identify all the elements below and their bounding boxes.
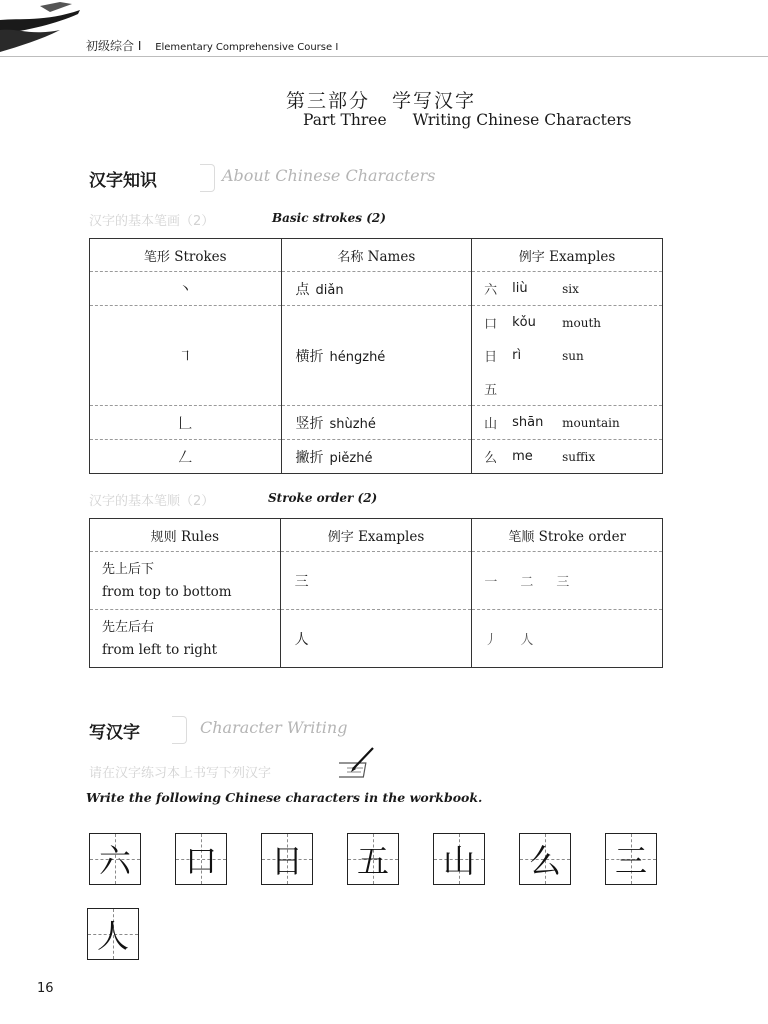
rule-cell: 先左后右 from left to right [90, 610, 281, 668]
section-tab-decoration [200, 164, 215, 192]
stroke-steps: 丿 人 [472, 610, 663, 668]
order-label-en: Stroke order (2) [268, 491, 378, 505]
brush-stroke-decoration [0, 0, 80, 60]
course-title-en: Elementary Comprehensive Course I [155, 42, 339, 53]
header-examples: 例字 Examples [472, 239, 663, 272]
header-rules: 规则 Rules [90, 519, 281, 552]
topic-label-cn: 学写汉字 [392, 90, 477, 112]
table-row [90, 440, 663, 474]
stroke-shape: ㇕ [90, 306, 282, 406]
part-label-cn: 第三部分 [286, 90, 371, 112]
section-heading-en: About Chinese Characters [222, 166, 436, 185]
stroke-order-table [89, 518, 663, 668]
part-title-en [303, 111, 631, 129]
practice-box: 山 [433, 833, 485, 885]
practice-box: 三 [605, 833, 657, 885]
stroke-name: 撇折 piězhé [281, 440, 472, 474]
practice-box: 口 [175, 833, 227, 885]
stroke-name: 竖折 shùzhé [281, 406, 472, 440]
stroke-shape: 𠃋 [90, 440, 282, 474]
practice-box: 六 [89, 833, 141, 885]
header-examples: 例字 Examples [280, 519, 472, 552]
rule-cell: 先上后下 from top to bottom [90, 552, 281, 610]
page-number: 16 [37, 981, 54, 996]
table-row [90, 610, 663, 668]
order-label-cn: 汉字的基本笔顺（2） [89, 494, 215, 509]
section-tab-decoration [172, 716, 187, 744]
topic-label-en: Writing Chinese Characters [412, 111, 632, 129]
part-label-en: Part Three [303, 111, 387, 129]
strokes-label-en: Basic strokes (2) [272, 211, 386, 225]
example-char: 人 [280, 610, 472, 668]
table-row [90, 272, 663, 306]
practice-box: 日 [261, 833, 313, 885]
stroke-examples: 么 me suffix [472, 440, 663, 474]
stroke-name: 横折 héngzhé [281, 306, 472, 406]
stroke-examples: 口 kǒu mouth 日 rì sun 五 [472, 306, 663, 406]
instruction-en: Write the following Chinese characters in the workbook. [86, 790, 483, 805]
course-title-cn: 初级综合 I [86, 39, 142, 53]
part-title-cn [286, 86, 476, 113]
strokes-label-cn: 汉字的基本笔画（2） [89, 214, 215, 229]
practice-box: 五 [347, 833, 399, 885]
table-row [90, 552, 663, 610]
pencil-paper-icon [339, 745, 377, 781]
example-char: 三 [280, 552, 472, 610]
stroke-steps: 一 二 三 [472, 552, 663, 610]
section-heading-cn: 写汉字 [89, 723, 140, 743]
stroke-examples: 山 shān mountain [472, 406, 663, 440]
stroke-name: 点 diǎn [281, 272, 472, 306]
running-header [86, 37, 338, 54]
stroke-shape: 丶 [90, 272, 282, 306]
instruction-cn: 请在汉字练习本上书写下列汉字 [89, 766, 272, 781]
stroke-shape: 𠃊 [90, 406, 282, 440]
header-names: 名称 Names [281, 239, 472, 272]
stroke-examples: 六 liù six [472, 272, 663, 306]
table-row [90, 406, 663, 440]
header-rule [0, 56, 768, 57]
practice-box: 么 [519, 833, 571, 885]
practice-box: 人 [87, 908, 139, 960]
header-stroke-order: 笔顺 Stroke order [472, 519, 663, 552]
section-heading-en: Character Writing [200, 718, 348, 737]
table-row [90, 306, 663, 406]
header-strokes: 笔形 Strokes [90, 239, 282, 272]
section-heading-cn: 汉字知识 [89, 171, 157, 191]
basic-strokes-table [89, 238, 663, 474]
